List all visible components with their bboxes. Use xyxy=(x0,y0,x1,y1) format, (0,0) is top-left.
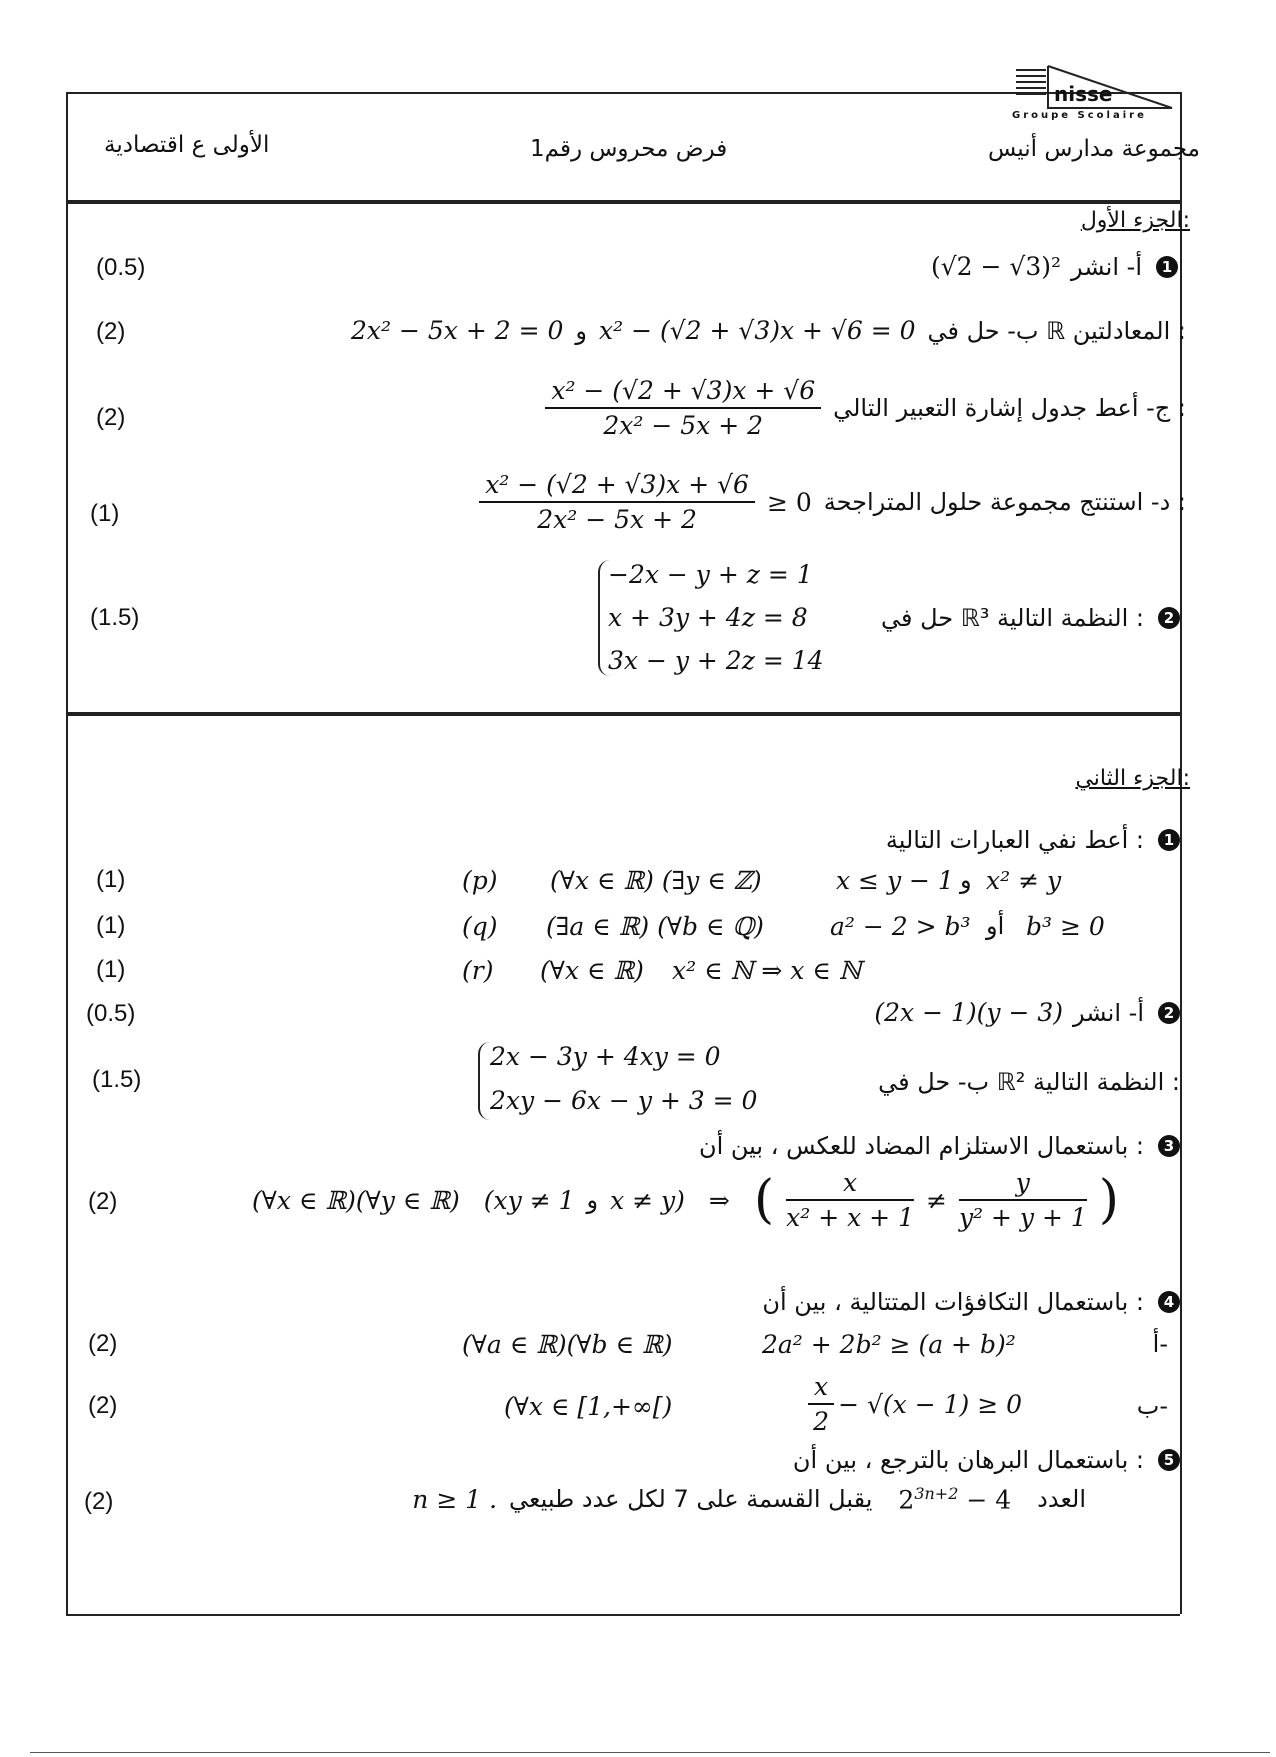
q1d-line xyxy=(479,470,1186,534)
logo-name: nisse xyxy=(1054,82,1113,106)
part1-title: الجزء الأول: xyxy=(1080,208,1190,233)
system-2-eq1: 2x − 3y + 4xy = 0 xyxy=(490,1042,721,1071)
p2q4a-quant: (∀a ∈ ℝ)(∀b ∈ ℝ) xyxy=(462,1330,673,1359)
points-1d: (1) xyxy=(90,500,120,527)
quant-p: (∀x ∈ ℝ) (∃y ∈ ℤ) xyxy=(550,866,762,895)
points-q: (1) xyxy=(96,912,126,939)
p2q3-intro: باستعمال الاستلزام المضاد للعكس ، بين أن : xyxy=(698,1132,1144,1160)
p2q3-num1: x xyxy=(786,1168,914,1201)
q1b-eq-b: 2x² − 5x + 2 = 0 xyxy=(351,316,564,345)
page-bottom-rule xyxy=(30,1752,1270,1753)
bullet-2-icon: 2 xyxy=(1158,607,1180,629)
q1d-denominator: 2x² − 5x + 2 xyxy=(537,505,697,534)
quant-q: (∃a ∈ ℝ) (∀b ∈ ℚ) xyxy=(546,912,764,941)
p2q4b-rest: − √(x − 1) ≥ 0 xyxy=(838,1389,1023,1419)
conj-q: أو xyxy=(986,912,1005,940)
p2q4b-quant: (∀x ∈ [1,+∞[) xyxy=(504,1392,673,1421)
q1b-line xyxy=(351,316,1186,345)
q1d-relation: ≥ 0 xyxy=(766,487,812,517)
p2q3-cond-a: (xy ≠ 1 xyxy=(483,1185,575,1215)
p2q4b-frac xyxy=(808,1372,834,1436)
points-1a: (0.5) xyxy=(96,254,146,281)
q1d-fraction xyxy=(479,470,755,534)
points-p2q4b: (2) xyxy=(88,1392,118,1419)
system-2-brace xyxy=(478,1042,490,1120)
p2q3-cond-b: x ≠ y) xyxy=(610,1185,685,1215)
p2q3-den1: x² + x + 1 xyxy=(786,1203,914,1232)
p2q5-exponent: 3n+2 xyxy=(914,1484,959,1503)
system-1-eq1: −2x − y + z = 1 xyxy=(608,560,813,589)
q1d-text: د- استنتج مجموعة حلول المتراجحة : xyxy=(823,488,1186,516)
p2q5-expr xyxy=(898,1484,1011,1514)
q2-text: حل في ℝ³ النظمة التالية : xyxy=(881,604,1144,632)
points-1b: (2) xyxy=(96,318,126,345)
school-name: مجموعة مدارس أنيس xyxy=(987,136,1200,162)
points-p2q2a: (0.5) xyxy=(86,1000,136,1027)
logo-subtext: Groupe Scolaire xyxy=(1012,110,1147,121)
exam-title: فرض محروس رقم1 xyxy=(530,136,728,162)
bullet-p2-1-icon: 1 xyxy=(1158,829,1180,851)
q1c-denominator: 2x² − 5x + 2 xyxy=(603,411,764,440)
p2q3-math-line xyxy=(252,1168,1119,1232)
p2q4b-num: x xyxy=(808,1372,834,1405)
system-1-eq3: 3x − y + 2z = 14 xyxy=(608,646,824,675)
p2q3-conj: و xyxy=(586,1186,599,1214)
p2q4-intro-line xyxy=(762,1288,1180,1316)
p2q5-minus: − 4 xyxy=(966,1485,1012,1515)
school-logo xyxy=(1012,62,1180,126)
p2q3-frac2 xyxy=(959,1168,1087,1232)
system-1-eq2: x + 3y + 4z = 8 xyxy=(608,603,808,632)
p2q3-implies: ⇒ xyxy=(708,1185,730,1215)
p2q3-frac1 xyxy=(786,1168,914,1232)
q1a-text: أ- انشر xyxy=(1071,252,1142,281)
system-2-eq2: 2xy − 6x − y + 3 = 0 xyxy=(490,1086,758,1115)
quant-r: (∀x ∈ ℝ) xyxy=(540,956,644,985)
bullet-1-icon: 1 xyxy=(1156,256,1178,278)
points-p2q2b: (1.5) xyxy=(92,1066,142,1093)
q1a-line xyxy=(931,252,1178,281)
p2q5-w2: يقبل القسمة على 7 لكل عدد طبيعي xyxy=(509,1485,873,1514)
p2q4b-den: 2 xyxy=(813,1407,829,1436)
points-2: (1.5) xyxy=(90,604,140,631)
points-p2q5: (2) xyxy=(84,1488,114,1515)
p2q3-quant: (∀x ∈ ℝ)(∀y ∈ ℝ) xyxy=(252,1185,460,1215)
p2q3-neq: ≠ xyxy=(925,1185,947,1215)
p2q2a-text: أ- انشر xyxy=(1073,998,1144,1027)
p2q5-intro-line xyxy=(793,1446,1180,1474)
bottom-rule xyxy=(66,1614,1180,1616)
p2q2a-math: (2x − 1)(y − 3) xyxy=(874,998,1064,1027)
p2q4b-label: ب- xyxy=(1136,1392,1168,1420)
p2q3-rparen: ) xyxy=(1098,1170,1120,1230)
p2q5-intro: باستعمال البرهان بالترجع ، بين أن : xyxy=(792,1446,1144,1474)
points-p2q4a: (2) xyxy=(88,1330,118,1357)
bullet-p2-3-icon: 3 xyxy=(1158,1135,1180,1157)
p2q4-intro: باستعمال التكافؤات المتتالية ، بين أن : xyxy=(762,1288,1144,1316)
q1d-numerator: x² − (√2 + √3)x + √6 xyxy=(479,470,755,503)
p2q4b-expr xyxy=(808,1372,1022,1436)
q1b-eq-a: x² − (√2 + √3)x + √6 = 0 xyxy=(599,316,916,345)
p2q5-base: 2 xyxy=(898,1485,915,1515)
p2q3-den2: y² + y + 1 xyxy=(958,1203,1087,1232)
part2-title: الجزء الثاني: xyxy=(1075,766,1190,791)
p2q4a-label: أ- xyxy=(1152,1330,1168,1358)
p2q3-intro-line xyxy=(699,1132,1180,1160)
points-1c: (2) xyxy=(96,404,126,431)
p2q2a-line xyxy=(874,998,1180,1027)
p2q4a-math: 2a² + 2b² ≥ (a + b)² xyxy=(762,1330,1016,1359)
p2q5-line xyxy=(412,1484,1086,1514)
p2q1-intro-line xyxy=(886,826,1180,854)
points-p: (1) xyxy=(96,866,126,893)
p2q5-w1: العدد xyxy=(1037,1485,1086,1514)
points-r: (1) xyxy=(96,956,126,983)
body-q-a: a² − 2 > b³ xyxy=(830,912,971,941)
p2q2b-text: ب- حل في ℝ² النظمة التالية : xyxy=(878,1068,1180,1096)
q1b-text: ب- حل في ℝ المعادلتين : xyxy=(927,316,1186,345)
body-p-a: x ≤ y − 1 xyxy=(836,866,954,895)
p2q5-cond: n ≥ 1 . xyxy=(412,1484,498,1514)
q1c-text: ج- أعط جدول إشارة التعبير التالي : xyxy=(833,394,1186,422)
conj-p: و xyxy=(960,866,972,894)
q1c-line xyxy=(545,376,1186,440)
body-q-b: b³ ≥ 0 xyxy=(1026,912,1105,941)
p2q3-lparen: ( xyxy=(753,1170,775,1230)
label-q: (q) xyxy=(462,912,498,941)
bullet-p2-5-icon: 5 xyxy=(1158,1449,1180,1471)
bullet-p2-4-icon: 4 xyxy=(1158,1291,1180,1313)
q1b-conj: و xyxy=(575,316,587,345)
bullet-p2-2-icon: 2 xyxy=(1158,1002,1180,1024)
points-p2q3: (2) xyxy=(88,1188,118,1215)
q1c-numerator: x² − (√2 + √3)x + √6 xyxy=(545,376,821,409)
label-p: (p) xyxy=(462,866,498,895)
p2q3-num2: y xyxy=(959,1168,1087,1201)
q1c-fraction xyxy=(545,376,821,440)
body-p-b: x² ≠ y xyxy=(986,866,1062,895)
body-r: x² ∈ ℕ ⇒ x ∈ ℕ xyxy=(672,956,862,985)
p2q1-intro: أعط نفي العبارات التالية : xyxy=(885,826,1144,854)
q1a-math: (√2 − √3)² xyxy=(930,252,1062,281)
class-level: الأولى ع اقتصادية xyxy=(104,132,270,158)
q2-line xyxy=(881,604,1180,632)
label-r: (r) xyxy=(462,956,494,985)
